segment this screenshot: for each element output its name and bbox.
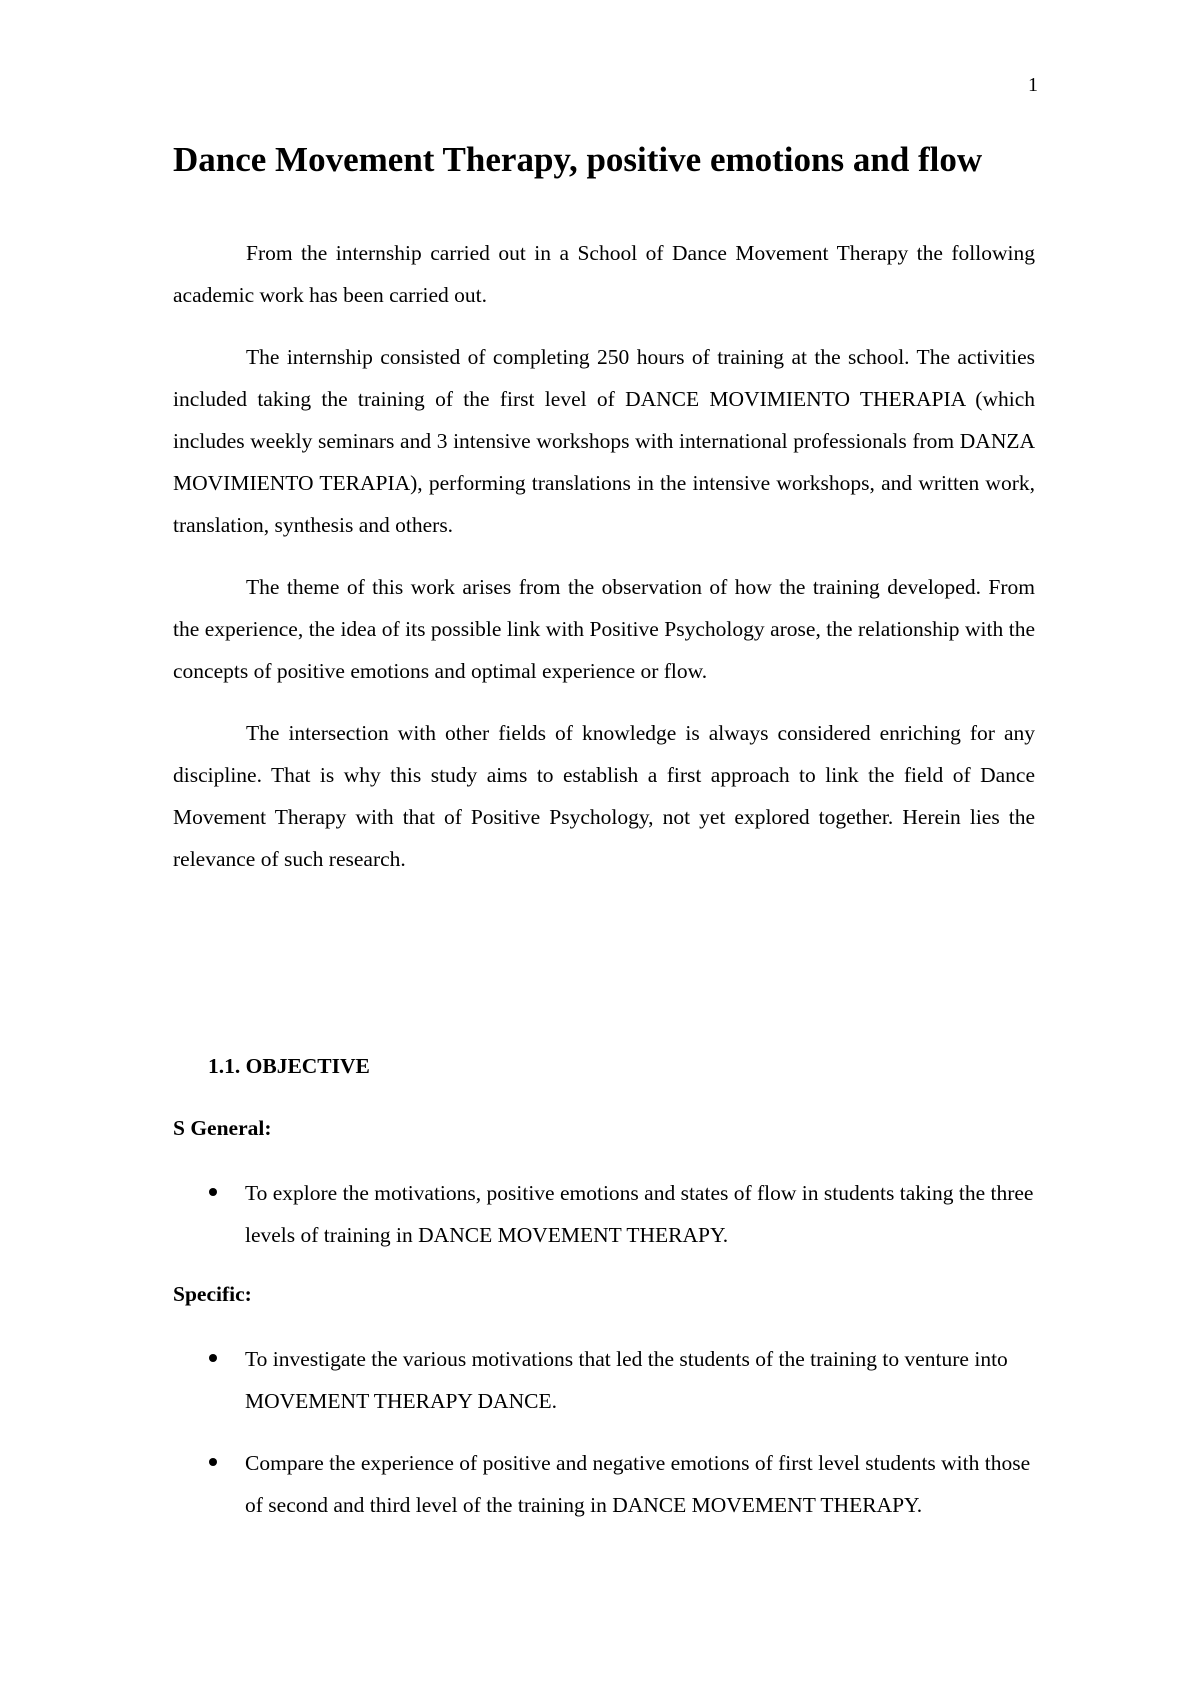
paragraph: The internship consisted of completing 250 hours of training at the school. The activities included taking the training of the first level of DANCE MOVIMIENTO THERAPIA (which includes weekly seminars and 3 intensive workshops with international professionals from DANZA MOVIMIENTO TERAPIA), performing translations in the intensive workshops, and written work, translation, synthesis and others.: [173, 345, 1035, 537]
general-objectives-list: [173, 1172, 1035, 1276]
list-item: [173, 1442, 1035, 1526]
body-text: [173, 232, 1035, 900]
list-item: [173, 1338, 1035, 1422]
objective-heading: 1.1. OBJECTIVE: [208, 1054, 370, 1078]
list-item-text: To explore the motivations, positive emotions and states of flow in students taking the three levels of training in DANCE MOVEMENT THERAPY.: [245, 1181, 1034, 1247]
bullet-icon: [209, 1188, 217, 1196]
list-item-text: To investigate the various motivations that led the students of the training to venture into MOVEMENT THERAPY DANCE.: [245, 1347, 1008, 1413]
paragraph: The theme of this work arises from the observation of how the training developed. From the experience, the idea of its possible link with Positive Psychology arose, the relationship with the concepts of positive emotions and optimal experience or flow.: [173, 575, 1035, 683]
bullet-icon: [209, 1458, 217, 1466]
general-label: S General:: [173, 1116, 272, 1140]
document-title: Dance Movement Therapy, positive emotions and flow: [173, 140, 983, 179]
paragraph: From the internship carried out in a School of Dance Movement Therapy the following academic work has been carried out.: [173, 241, 1035, 307]
list-item-text: Compare the experience of positive and negative emotions of first level students with those of second and third level of the training in DANCE MOVEMENT THERAPY.: [245, 1451, 1031, 1517]
specific-label: Specific:: [173, 1282, 252, 1306]
paragraph: The intersection with other fields of knowledge is always considered enriching for any discipline. That is why this study aims to establish a first approach to link the field of Dance Movement Therapy with that of Positive Psychology, not yet explored together. Herein lies the relevance of such research.: [173, 721, 1035, 871]
page-number: 1: [1028, 74, 1038, 96]
list-item: [173, 1172, 1035, 1256]
bullet-icon: [209, 1354, 217, 1362]
specific-objectives-list: [173, 1338, 1035, 1546]
